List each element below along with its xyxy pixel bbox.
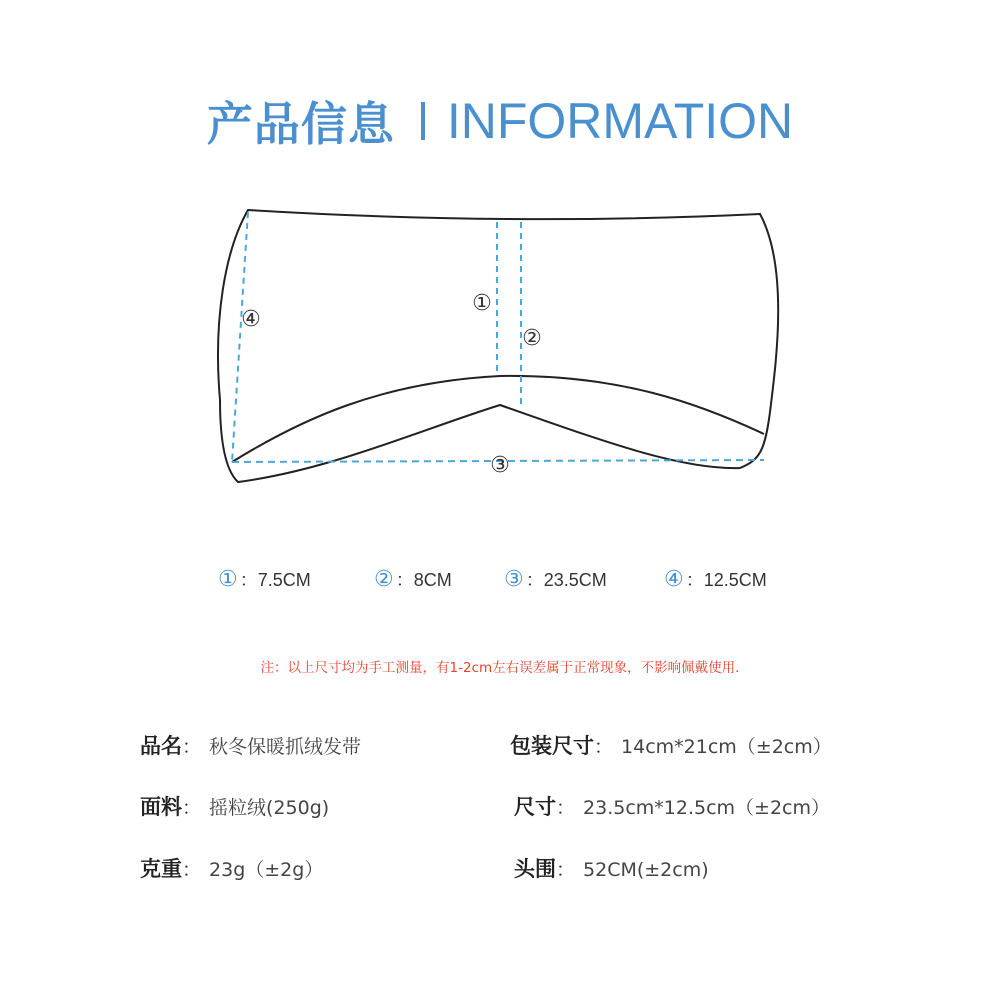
spec-value: 23g（±2g） bbox=[209, 859, 324, 881]
spec-value: 52CM(±2cm) bbox=[583, 859, 709, 881]
legend-value: ：12.5CM bbox=[685, 570, 767, 590]
spec-value: 摇粒绒(250g) bbox=[209, 797, 330, 819]
spec-label: 尺寸 bbox=[514, 795, 556, 819]
spec-label: 面料 bbox=[140, 795, 182, 819]
marker-1: ① bbox=[472, 291, 492, 316]
title-english: INFORMATION bbox=[446, 93, 794, 149]
legend-item bbox=[504, 566, 607, 592]
marker-4: ④ bbox=[241, 307, 261, 332]
legend-value: ：7.5CM bbox=[239, 570, 311, 590]
legend-item bbox=[374, 566, 452, 592]
spec-value: 秋冬保暖抓绒发带 bbox=[209, 736, 362, 758]
spec-package-size: 包装尺寸 ： 14cm*21cm（±2cm） bbox=[510, 730, 832, 760]
legend-item bbox=[664, 566, 767, 592]
measurement-note: 注：以上尺寸均为手工测量，有1-2cm左右误差属于正常现象，不影响佩戴使用. bbox=[260, 660, 740, 676]
measurement-legend bbox=[0, 566, 1000, 600]
legend-number: ③ bbox=[504, 566, 524, 591]
spec-weight: 克重 ： 23g（±2g） bbox=[140, 853, 323, 883]
legend-number: ② bbox=[374, 566, 394, 591]
measure-line-4 bbox=[232, 212, 248, 462]
legend-value: ：8CM bbox=[395, 570, 452, 590]
spec-value: 14cm*21cm（±2cm） bbox=[621, 736, 832, 758]
legend-number: ④ bbox=[664, 566, 684, 591]
spec-label: 克重 bbox=[140, 857, 182, 881]
spec-value: 23.5cm*12.5cm（±2cm） bbox=[583, 797, 830, 819]
spec-label: 头围 bbox=[514, 857, 556, 881]
spec-label: 品名 bbox=[140, 734, 182, 758]
marker-2: ② bbox=[522, 326, 542, 351]
marker-3: ③ bbox=[490, 453, 510, 478]
spec-fabric: 面料 ： 摇粒绒(250g) bbox=[140, 791, 329, 821]
headband-outline bbox=[218, 210, 778, 482]
legend-number: ① bbox=[218, 566, 238, 591]
legend-value: ：23.5CM bbox=[525, 570, 607, 590]
legend-item bbox=[218, 566, 311, 592]
spec-head-size: 头围 ： 52CM(±2cm) bbox=[514, 853, 709, 883]
spec-name: 品名 ： 秋冬保暖抓绒发带 bbox=[140, 730, 361, 760]
spec-size: 尺寸 ： 23.5cm*12.5cm（±2cm） bbox=[514, 791, 830, 821]
title-chinese: 产品信息 bbox=[206, 97, 395, 151]
headband-inner-curve bbox=[232, 376, 764, 462]
spec-label: 包装尺寸 bbox=[510, 734, 594, 758]
